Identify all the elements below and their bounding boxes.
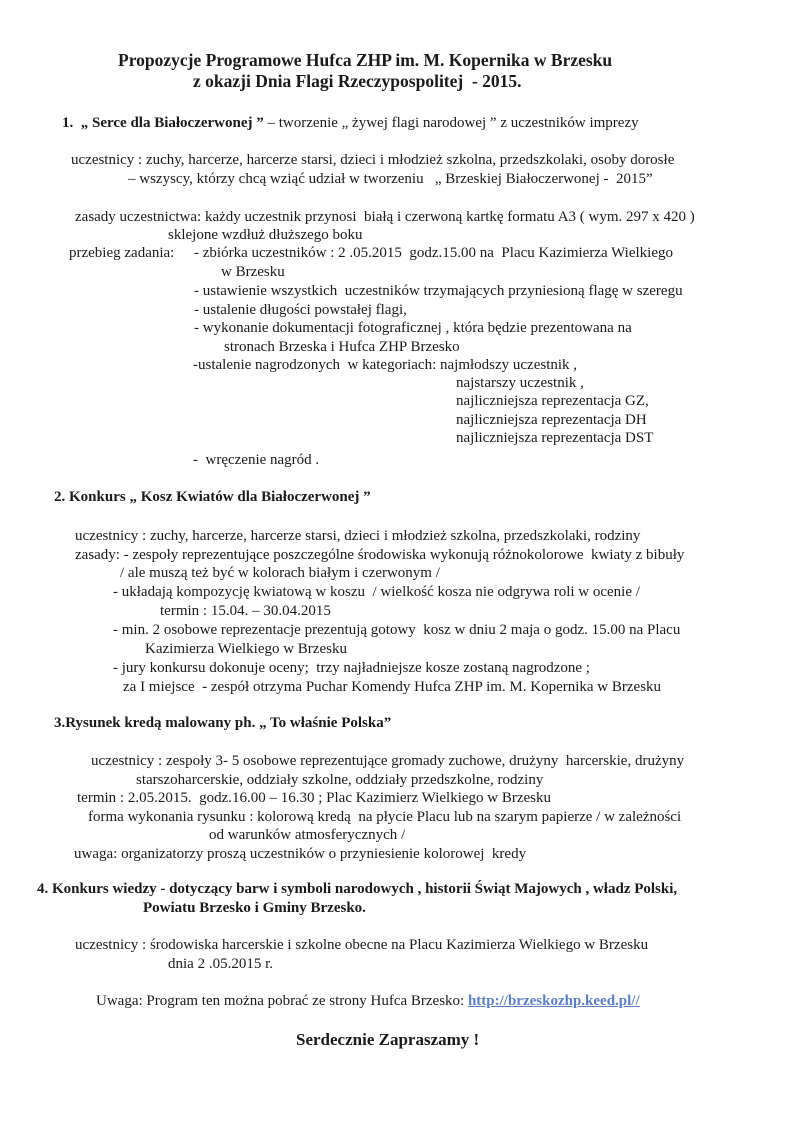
section-4-heading-2: Powiatu Brzesko i Gminy Brzesko. <box>143 900 366 916</box>
section-3-line: forma wykonania rysunku : kolorową kredą na płycie Placu lub na szarym papierze / w zależności <box>88 809 682 825</box>
section-1-number: 1. <box>62 115 74 131</box>
section-1-category: najliczniejsza reprezentacja GZ, <box>456 393 649 409</box>
section-2-line: - układają kompozycję kwiatową w koszu / wielkość kosza nie odgrywa roli w ocenie / <box>113 584 640 600</box>
section-4-line: uczestnicy : środowiska harcerskie i szkolne obecne na Placu Kazimierza Wielkiego w Brzesku <box>75 937 649 953</box>
section-1-course-item: -ustalenie nagrodzonych w kategoriach: najmłodszy uczestnik , <box>193 357 578 373</box>
section-2-line: za I miejsce - zespół otrzyma Puchar Komendy Hufca ZHP im. M. Kopernika w Brzesku <box>123 679 662 695</box>
section-1-awards: - wręczenie nagród . <box>193 452 320 468</box>
section-1-course-item: stronach Brzeska i Hufca ZHP Brzesko <box>224 339 460 355</box>
section-2-line: / ale muszą też być w kolorach białym i czerwonym / <box>120 565 440 581</box>
section-3-line: starszoharcerskie, oddziały szkolne, oddziały przedszkolne, rodziny <box>136 772 544 788</box>
section-1-category: najliczniejsza reprezentacja DST <box>456 430 654 446</box>
section-3-line: uczestnicy : zespoły 3- 5 osobowe reprezentujące gromady zuchowe, drużyny harcerskie, drużyny <box>91 753 685 769</box>
section-4-heading-1: 4. Konkurs wiedzy - dotyczący barw i symboli narodowych , historii Świąt Majowych , władz Polski, <box>37 881 678 897</box>
section-3-heading: 3.Rysunek kredą malowany ph. „ To właśnie Polska” <box>54 715 392 731</box>
footer-note-text: Uwaga: Program ten można pobrać ze strony Hufca Brzesko: <box>96 993 468 1009</box>
section-1-rules-2: sklejone wzdłuż dłuższego boku <box>168 227 363 243</box>
title-line-1: Propozycje Programowe Hufca ZHP im. M. Kopernika w Brzesku <box>118 50 613 70</box>
section-1-course-item: - wykonanie dokumentacji fotograficznej , która będzie prezentowana na <box>194 320 632 336</box>
section-1-participants-2: – wszyscy, którzy chcą wziąć udział w tworzeniu „ Brzeskiej Białoczerwonej - 2015” <box>128 171 653 187</box>
section-2-line: Kazimierza Wielkiego w Brzesku <box>145 641 347 657</box>
section-2-line: termin : 15.04. – 30.04.2015 <box>160 603 331 619</box>
section-1-course-item: w Brzesku <box>221 264 285 280</box>
section-3-line: od warunków atmosferycznych / <box>209 827 406 843</box>
section-3-line: uwaga: organizatorzy proszą uczestników o przyniesienie kolorowej kredy <box>74 846 527 862</box>
section-1-course-item: - ustawienie wszystkich uczestników trzymających przyniesioną flagę w szeregu <box>194 283 683 299</box>
section-1-course-item: - zbiórka uczestników : 2 .05.2015 godz.15.00 na Placu Kazimierza Wielkiego <box>194 245 673 261</box>
section-1-title: „ Serce dla Białoczerwonej ” <box>80 115 264 131</box>
section-1-heading <box>62 114 639 132</box>
section-2-line: - min. 2 osobowe reprezentacje prezentują gotowy kosz w dniu 2 maja o godz. 15.00 na Placu <box>113 622 681 638</box>
section-3-line: termin : 2.05.2015. godz.16.00 – 16.30 ; Plac Kazimierz Wielkiego w Brzesku <box>77 790 552 806</box>
section-2-line: - jury konkursu dokonuje oceny; trzy najładniejsze kosze zostaną nagrodzone ; <box>113 660 590 676</box>
footer-note <box>96 992 640 1010</box>
download-link[interactable]: http://brzeskozhp.keed.pl// <box>467 993 640 1009</box>
title-line-2: z okazji Dnia Flagi Rzeczypospolitej - 2015. <box>193 71 522 91</box>
section-2-line: zasady: - zespoły reprezentujące poszczególne środowiska wykonują różnokolorowe kwiaty z bibuły <box>75 547 685 563</box>
section-2-heading: 2. Konkurs „ Kosz Kwiatów dla Białoczerwonej ” <box>54 489 371 505</box>
section-1-description: – tworzenie „ żywej flagi narodowej ” z uczestników imprezy <box>263 115 639 131</box>
section-1-participants-1: uczestnicy : zuchy, harcerze, harcerze starsi, dzieci i młodzież szkolna, przedszkolaki, osoby dorosłe <box>71 152 675 168</box>
section-1-category: najstarszy uczestnik , <box>456 375 584 391</box>
section-1-category: najliczniejsza reprezentacja DH <box>456 412 647 428</box>
section-1-course-label: przebieg zadania: <box>69 245 175 261</box>
section-2-line: uczestnicy : zuchy, harcerze, harcerze starsi, dzieci i młodzież szkolna, przedszkolaki, rodziny <box>75 528 641 544</box>
closing-text: Serdecznie Zapraszamy ! <box>296 1030 480 1049</box>
section-4-line: dnia 2 .05.2015 r. <box>168 956 273 972</box>
section-1-course-item: - ustalenie długości powstałej flagi, <box>194 302 407 318</box>
section-1-rules-1: zasady uczestnictwa: każdy uczestnik przynosi białą i czerwoną kartkę formatu A3 ( wym. 297 x 420 ) <box>75 209 695 225</box>
